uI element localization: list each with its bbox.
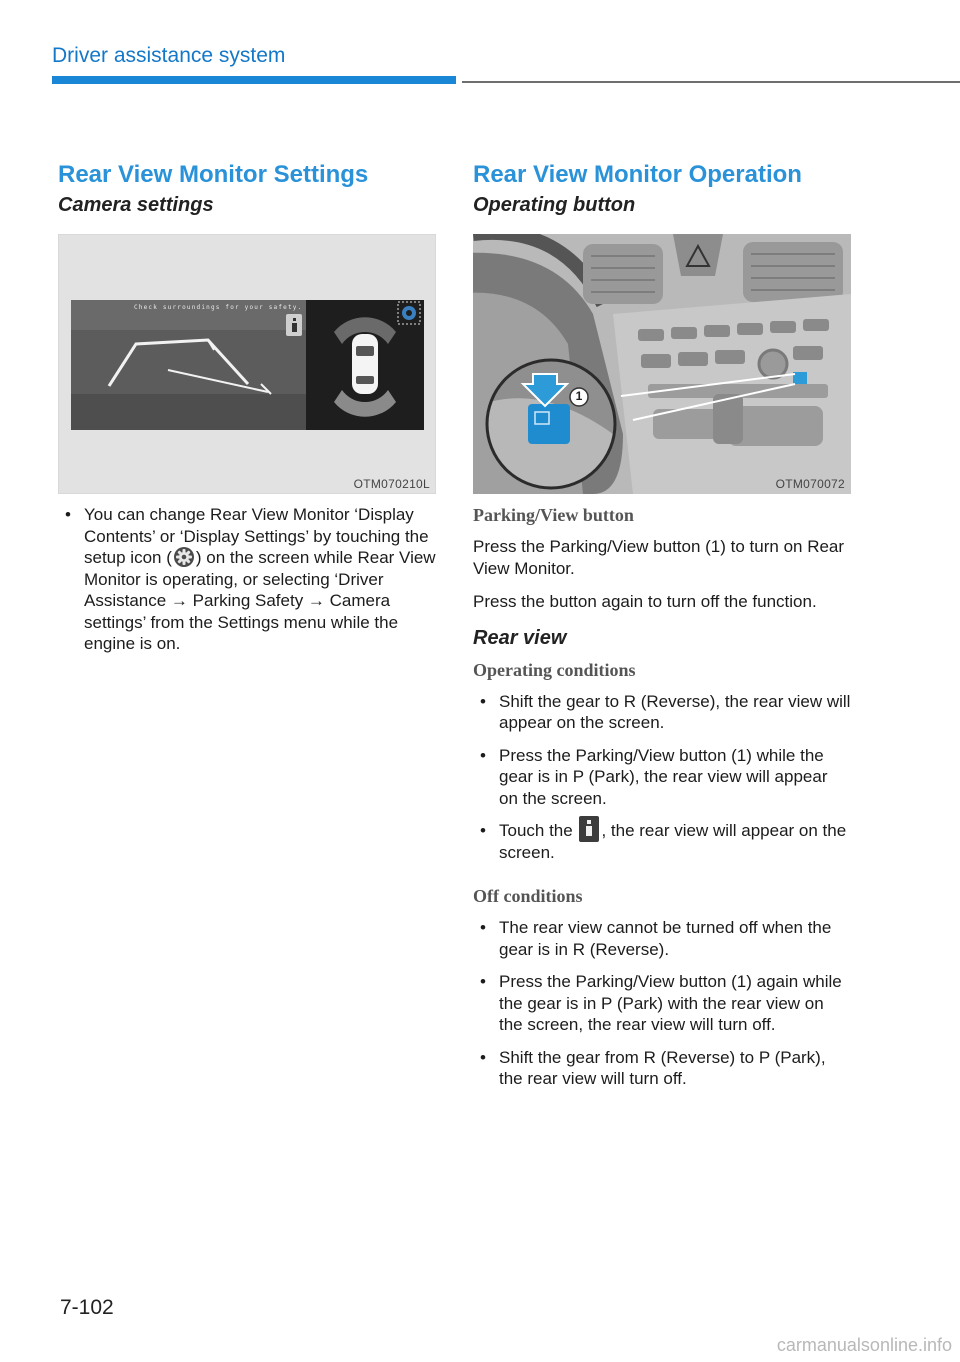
left-column [58, 160, 436, 666]
watermark: carmanualsonline.info [776, 1335, 952, 1355]
operating-button-figure [473, 234, 851, 494]
header-title: Driver assistance system [52, 44, 286, 67]
page-number: 7-102 [60, 1296, 114, 1319]
rear-view-heading: Rear view [473, 626, 567, 649]
paragraph: Press the Parking/View button (1) to turn on Rear View Monitor. [473, 537, 845, 578]
camera-screen-banner: Check surroundings for your safety. [134, 304, 303, 311]
right-column [473, 160, 851, 1101]
header-divider [462, 81, 960, 83]
parking-view-heading: Parking/View button [473, 505, 634, 525]
camera-settings-illustration [58, 234, 436, 494]
gear-icon [173, 546, 195, 568]
paragraph: Press the button again to turn off the function. [473, 592, 817, 611]
list-item: • Press the Parking/View button (1) while the gear is in P (Park), the rear view will appear on the screen. [473, 745, 851, 810]
figure-code: OTM070210L [353, 477, 430, 491]
list-item: • The rear view cannot be turned off when the gear is in R (Reverse). [473, 917, 851, 960]
header-accent-bar [52, 76, 456, 84]
list-item: • You can change Rear View Monitor ‘Display Contents’ or ‘Display Settings’ by touching the setup icon ( ) on the screen while Rear View Monitor is operating, or selecting ‘Driver Assistance → Parking Safety → Camera settings’ from the Settings menu while the engine is on. [58, 504, 436, 655]
off-conditions-list [473, 917, 851, 1090]
list-item: • Shift the gear from R (Reverse) to P (Park), the rear view will turn off. [473, 1047, 851, 1090]
dashboard-illustration [473, 234, 851, 494]
camera-settings-list [58, 504, 436, 655]
figure-code: OTM070072 [775, 477, 845, 491]
camera-settings-figure [58, 234, 436, 494]
list-item: • Shift the gear to R (Reverse), the rear view will appear on the screen. [473, 691, 851, 734]
list-item: • Touch the , the rear view will appear on the screen. [473, 820, 851, 863]
parking-view-icon [579, 816, 599, 842]
operating-conditions-heading: Operating conditions [473, 659, 636, 680]
off-conditions-heading: Off conditions [473, 886, 583, 907]
section-title-settings: Rear View Monitor Settings [58, 161, 369, 188]
operating-conditions-list [473, 691, 851, 864]
section-title-operation: Rear View Monitor Operation [473, 161, 802, 188]
subsection-title-camera-settings: Camera settings [58, 194, 214, 216]
callout-number: 1 [575, 389, 583, 403]
subsection-title-operating-button: Operating button [473, 194, 636, 216]
list-item: • Press the Parking/View button (1) again while the gear is in P (Park) with the rear view on the screen, the rear view will turn off. [473, 971, 851, 1036]
